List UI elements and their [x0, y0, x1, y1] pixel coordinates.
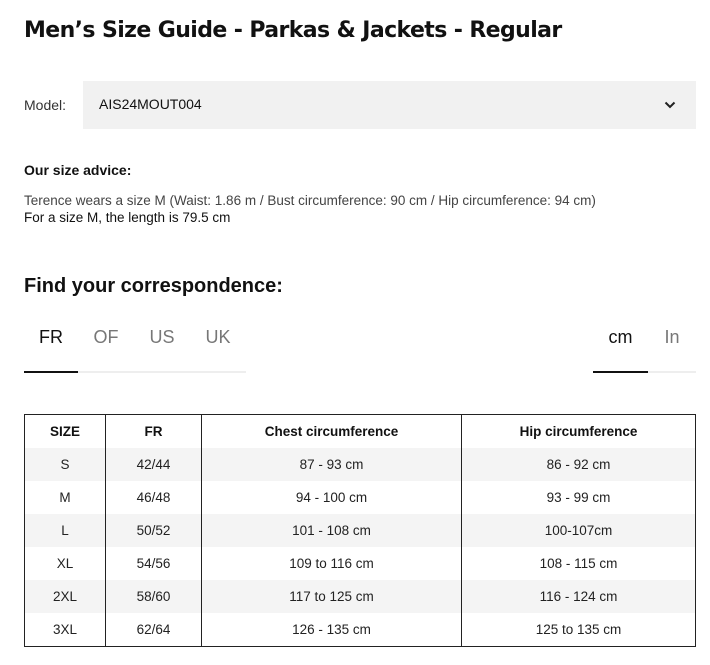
tab-of[interactable]: OF: [93, 327, 119, 347]
cell-hip: 100-107cm: [462, 514, 696, 547]
size-advice-length-info: For a size M, the length is 79.5 cm: [24, 210, 231, 225]
cell-fr: 46/48: [106, 481, 202, 514]
cell-size: S: [25, 448, 106, 481]
model-label: Model:: [24, 97, 67, 113]
table-row: [25, 481, 696, 514]
cell-size: 3XL: [25, 613, 106, 647]
cell-hip: 93 - 99 cm: [462, 481, 696, 514]
cell-fr: 42/44: [106, 448, 202, 481]
cell-chest: 101 - 108 cm: [202, 514, 462, 547]
chevron-down-icon: [664, 99, 676, 111]
table-header-row: [25, 415, 696, 449]
unit-tab-cm[interactable]: cm: [593, 318, 648, 373]
cell-size: M: [25, 481, 106, 514]
table-row: [25, 448, 696, 481]
header-size: SIZE: [25, 415, 106, 449]
cell-fr: 62/64: [106, 613, 202, 647]
tab-us[interactable]: US: [149, 327, 175, 347]
header-fr: FR: [106, 415, 202, 449]
cell-hip: 116 - 124 cm: [462, 580, 696, 613]
tab-uk[interactable]: UK: [205, 327, 231, 347]
header-chest: Chest circumference: [202, 415, 462, 449]
table-row: [25, 613, 696, 647]
cell-chest: 126 - 135 cm: [202, 613, 462, 647]
size-advice-model-info: Terence wears a size M (Waist: 1.86 m / Bust circumference: 90 cm / Hip circumference: 94 cm): [24, 193, 596, 208]
cell-size: XL: [25, 547, 106, 580]
model-select[interactable]: [83, 81, 696, 129]
table-row: [25, 547, 696, 580]
cell-size: 2XL: [25, 580, 106, 613]
cell-hip: 125 to 135 cm: [462, 613, 696, 647]
size-table: [24, 414, 696, 647]
size-advice-heading: Our size advice:: [24, 162, 132, 178]
cell-chest: 117 to 125 cm: [202, 580, 462, 613]
table-row: [25, 514, 696, 547]
unit-tab-in[interactable]: In: [664, 327, 680, 347]
cell-hip: 108 - 115 cm: [462, 547, 696, 580]
cell-chest: 94 - 100 cm: [202, 481, 462, 514]
cell-fr: 58/60: [106, 580, 202, 613]
model-value: AIS24MOUT004: [99, 96, 202, 112]
cell-chest: 87 - 93 cm: [202, 448, 462, 481]
cell-hip: 86 - 92 cm: [462, 448, 696, 481]
cell-fr: 50/52: [106, 514, 202, 547]
correspondence-heading: Find your correspondence:: [24, 275, 283, 297]
page-title: Men’s Size Guide - Parkas & Jackets - Regular: [24, 18, 562, 43]
tab-fr[interactable]: FR: [24, 318, 78, 373]
table-row: [25, 580, 696, 613]
cell-chest: 109 to 116 cm: [202, 547, 462, 580]
cell-fr: 54/56: [106, 547, 202, 580]
cell-size: L: [25, 514, 106, 547]
header-hip: Hip circumference: [462, 415, 696, 449]
